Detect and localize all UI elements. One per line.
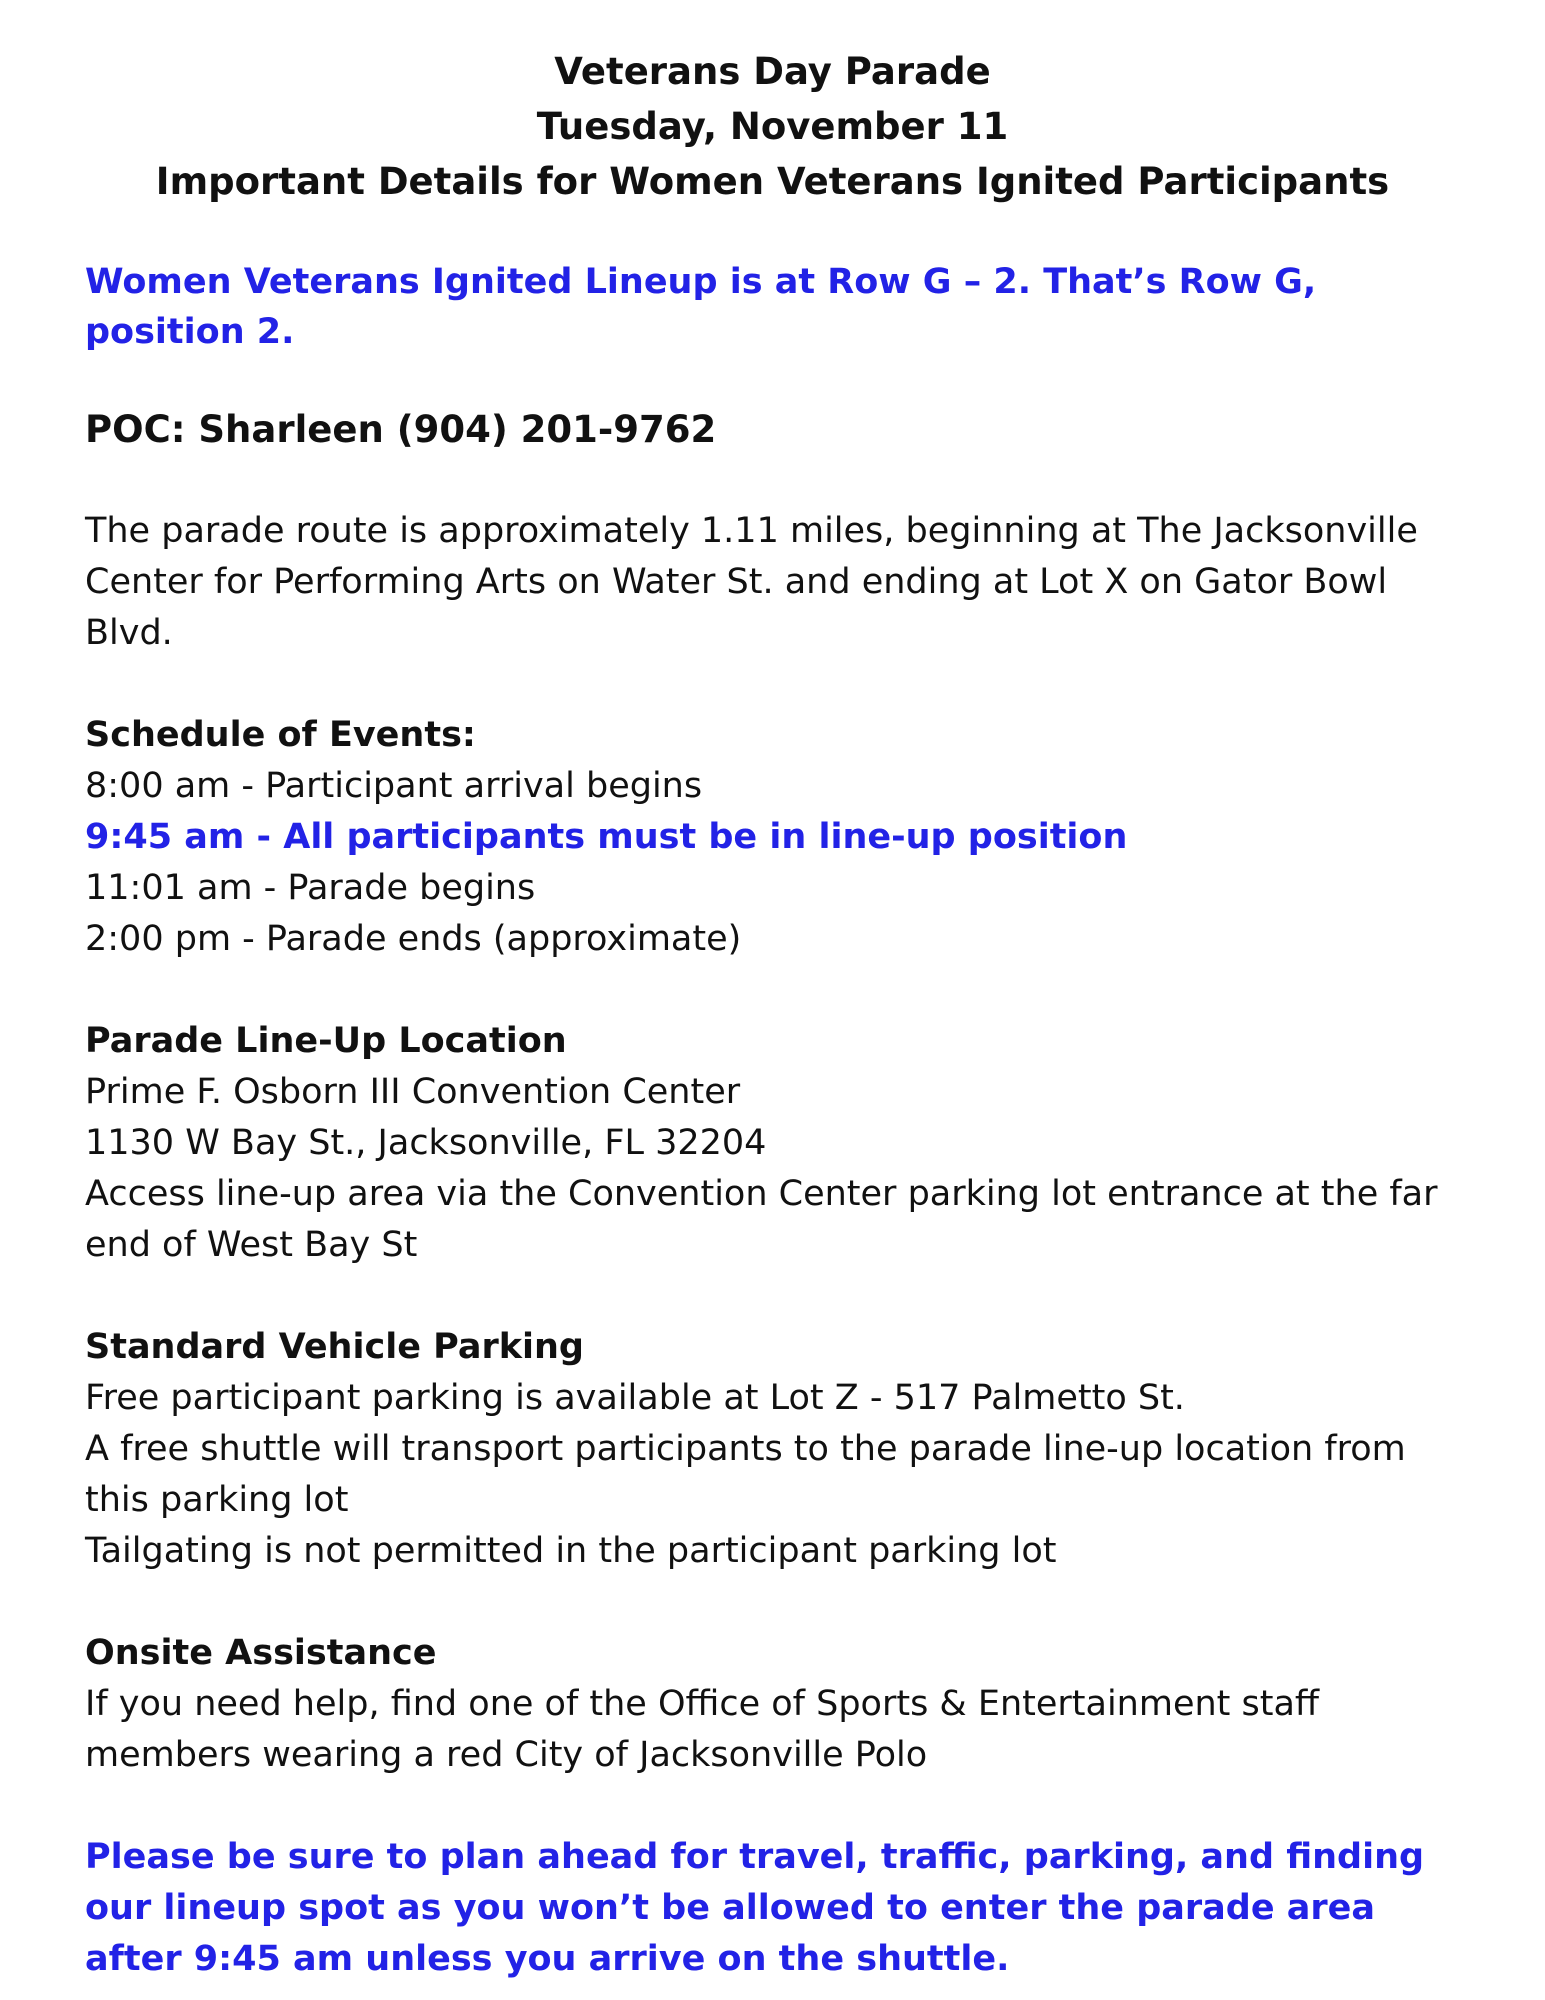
schedule-item: 8:00 am - Participant arrival begins — [85, 766, 703, 806]
title-block — [85, 44, 1460, 209]
venue-address: 1130 W Bay St., Jacksonville, FL 32204 — [85, 1123, 767, 1163]
assistance-heading: Onsite Assistance — [85, 1633, 437, 1673]
parking-section — [85, 1322, 1460, 1577]
venue-name: Prime F. Osborn III Convention Center — [85, 1072, 741, 1112]
parking-line: Free participant parking is available at Lot Z - 517 Palmetto St. — [85, 1378, 1185, 1418]
parking-line: Tailgating is not permitted in the participant parking lot — [85, 1531, 1057, 1571]
schedule-item: 11:01 am - Parade begins — [85, 868, 536, 908]
page-subtitle: Important Details for Women Veterans Ignited Participants — [155, 160, 1390, 203]
lineup-location-section — [85, 1016, 1460, 1271]
closing-note: Please be sure to plan ahead for travel, traffic, parking, and finding our lineup spot as you won’t be allowed to enter the parade area after 9:45 am unless you arrive on the shuttle. — [85, 1837, 1425, 1979]
schedule-item-highlight: 9:45 am - All participants must be in line-up position — [85, 817, 1128, 857]
schedule-heading: Schedule of Events: — [85, 715, 476, 755]
event-date: Tuesday, November 11 — [536, 105, 1009, 148]
point-of-contact: POC: Sharleen (904) 201-9762 — [85, 408, 717, 451]
schedule-section — [85, 710, 1460, 965]
parking-line: A free shuttle will transport participants to the parade line-up location from this parking lot — [85, 1429, 1406, 1520]
assistance-section — [85, 1628, 1460, 1781]
access-instructions: Access line-up area via the Convention Center parking lot entrance at the far end of West Bay St — [85, 1174, 1438, 1265]
assistance-text: If you need help, find one of the Office of Sports & Entertainment staff members wearing a red City of Jacksonville Polo — [85, 1684, 1320, 1775]
lineup-note: Women Veterans Ignited Lineup is at Row G – 2. That’s Row G, position 2. — [85, 262, 1317, 352]
lineup-location-heading: Parade Line-Up Location — [85, 1021, 567, 1061]
page-title: Veterans Day Parade — [554, 50, 991, 93]
route-description: The parade route is approximately 1.11 miles, beginning at The Jacksonville Center for Performing Arts on Water St. and ending at Lot X on Gator Bowl Blvd. — [85, 511, 1418, 653]
parking-heading: Standard Vehicle Parking — [85, 1327, 584, 1367]
schedule-item: 2:00 pm - Parade ends (approximate) — [85, 919, 742, 959]
